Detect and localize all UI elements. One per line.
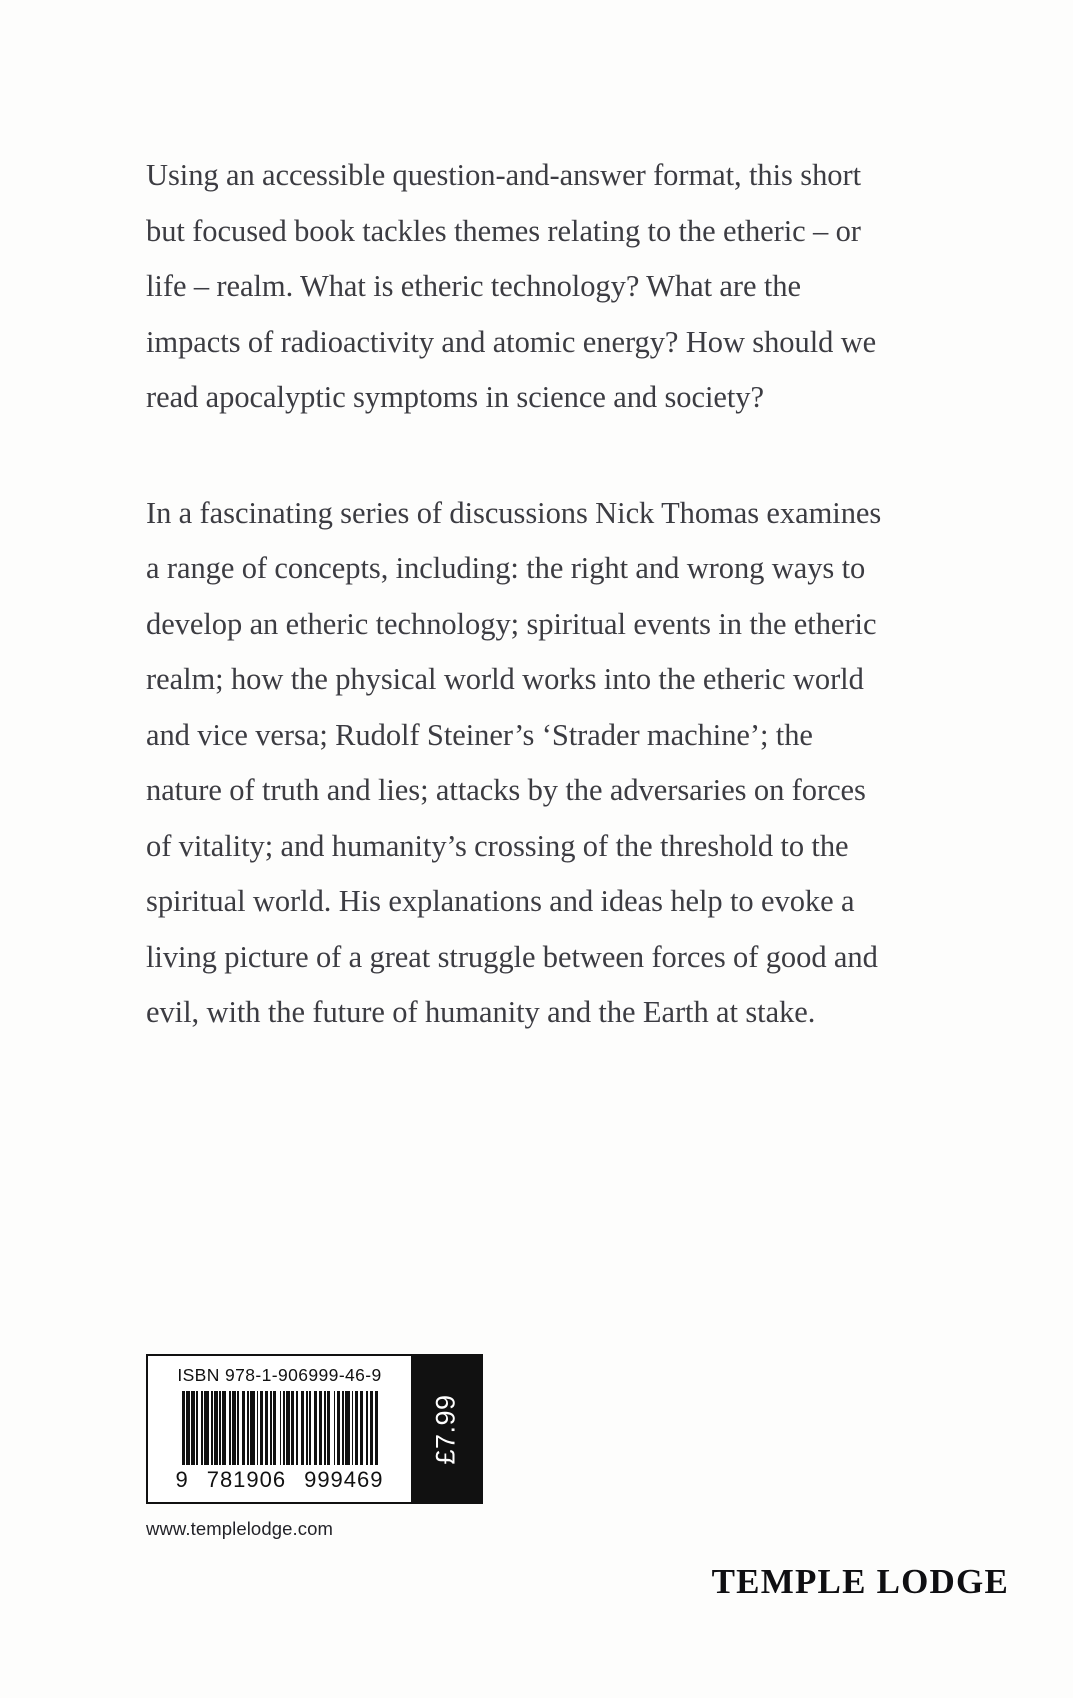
barcode-block [146, 1354, 483, 1540]
price-panel [411, 1356, 481, 1502]
barcode-main-panel [148, 1356, 411, 1502]
barcode-digits [175, 1467, 385, 1493]
publisher-website[interactable]: www.templelodge.com [146, 1518, 333, 1539]
blurb-paragraph-2: In a fascinating series of discussions Nick Thomas examines a range of concepts, including: the right and wrong ways to develop an etheric technology; spiritual events in the etheric realm; how the physical world works into the etheric world and vice versa; Rudolf Steiner’s ‘Strader machine’; the nature of truth and lies; attacks by the adversaries on forces of vitality; and humanity’s crossing of the threshold to the spiritual world. His explanations and ideas help to evoke a living picture of a great struggle between forces of good and evil, with the future of humanity and the Earth at stake. [146, 495, 882, 1029]
barcode-digit-group-right: 999469 [304, 1467, 384, 1492]
publisher-logo-text: TEMPLE LODGE [711, 1562, 1009, 1601]
blurb-paragraph-1: Using an accessible question-and-answer format, this short but focused book tackles themes relating to the etheric – or life – realm. What is etheric technology? What are the impacts of radioactivity and atomic energy? How should we read apocalyptic symptoms in science and society? [146, 158, 877, 414]
blurb-text-block [146, 148, 886, 1041]
barcode-bars-icon [182, 1391, 378, 1465]
cover-footer [0, 1330, 1073, 1698]
price-label: £7.99 [430, 1393, 461, 1465]
isbn-label: ISBN 978-1-906999-46-9 [177, 1365, 382, 1385]
barcode-digit-group-middle: 781906 [206, 1467, 287, 1492]
barcode-digit-group-left: 9 [175, 1467, 189, 1492]
barcode-box [146, 1354, 483, 1504]
